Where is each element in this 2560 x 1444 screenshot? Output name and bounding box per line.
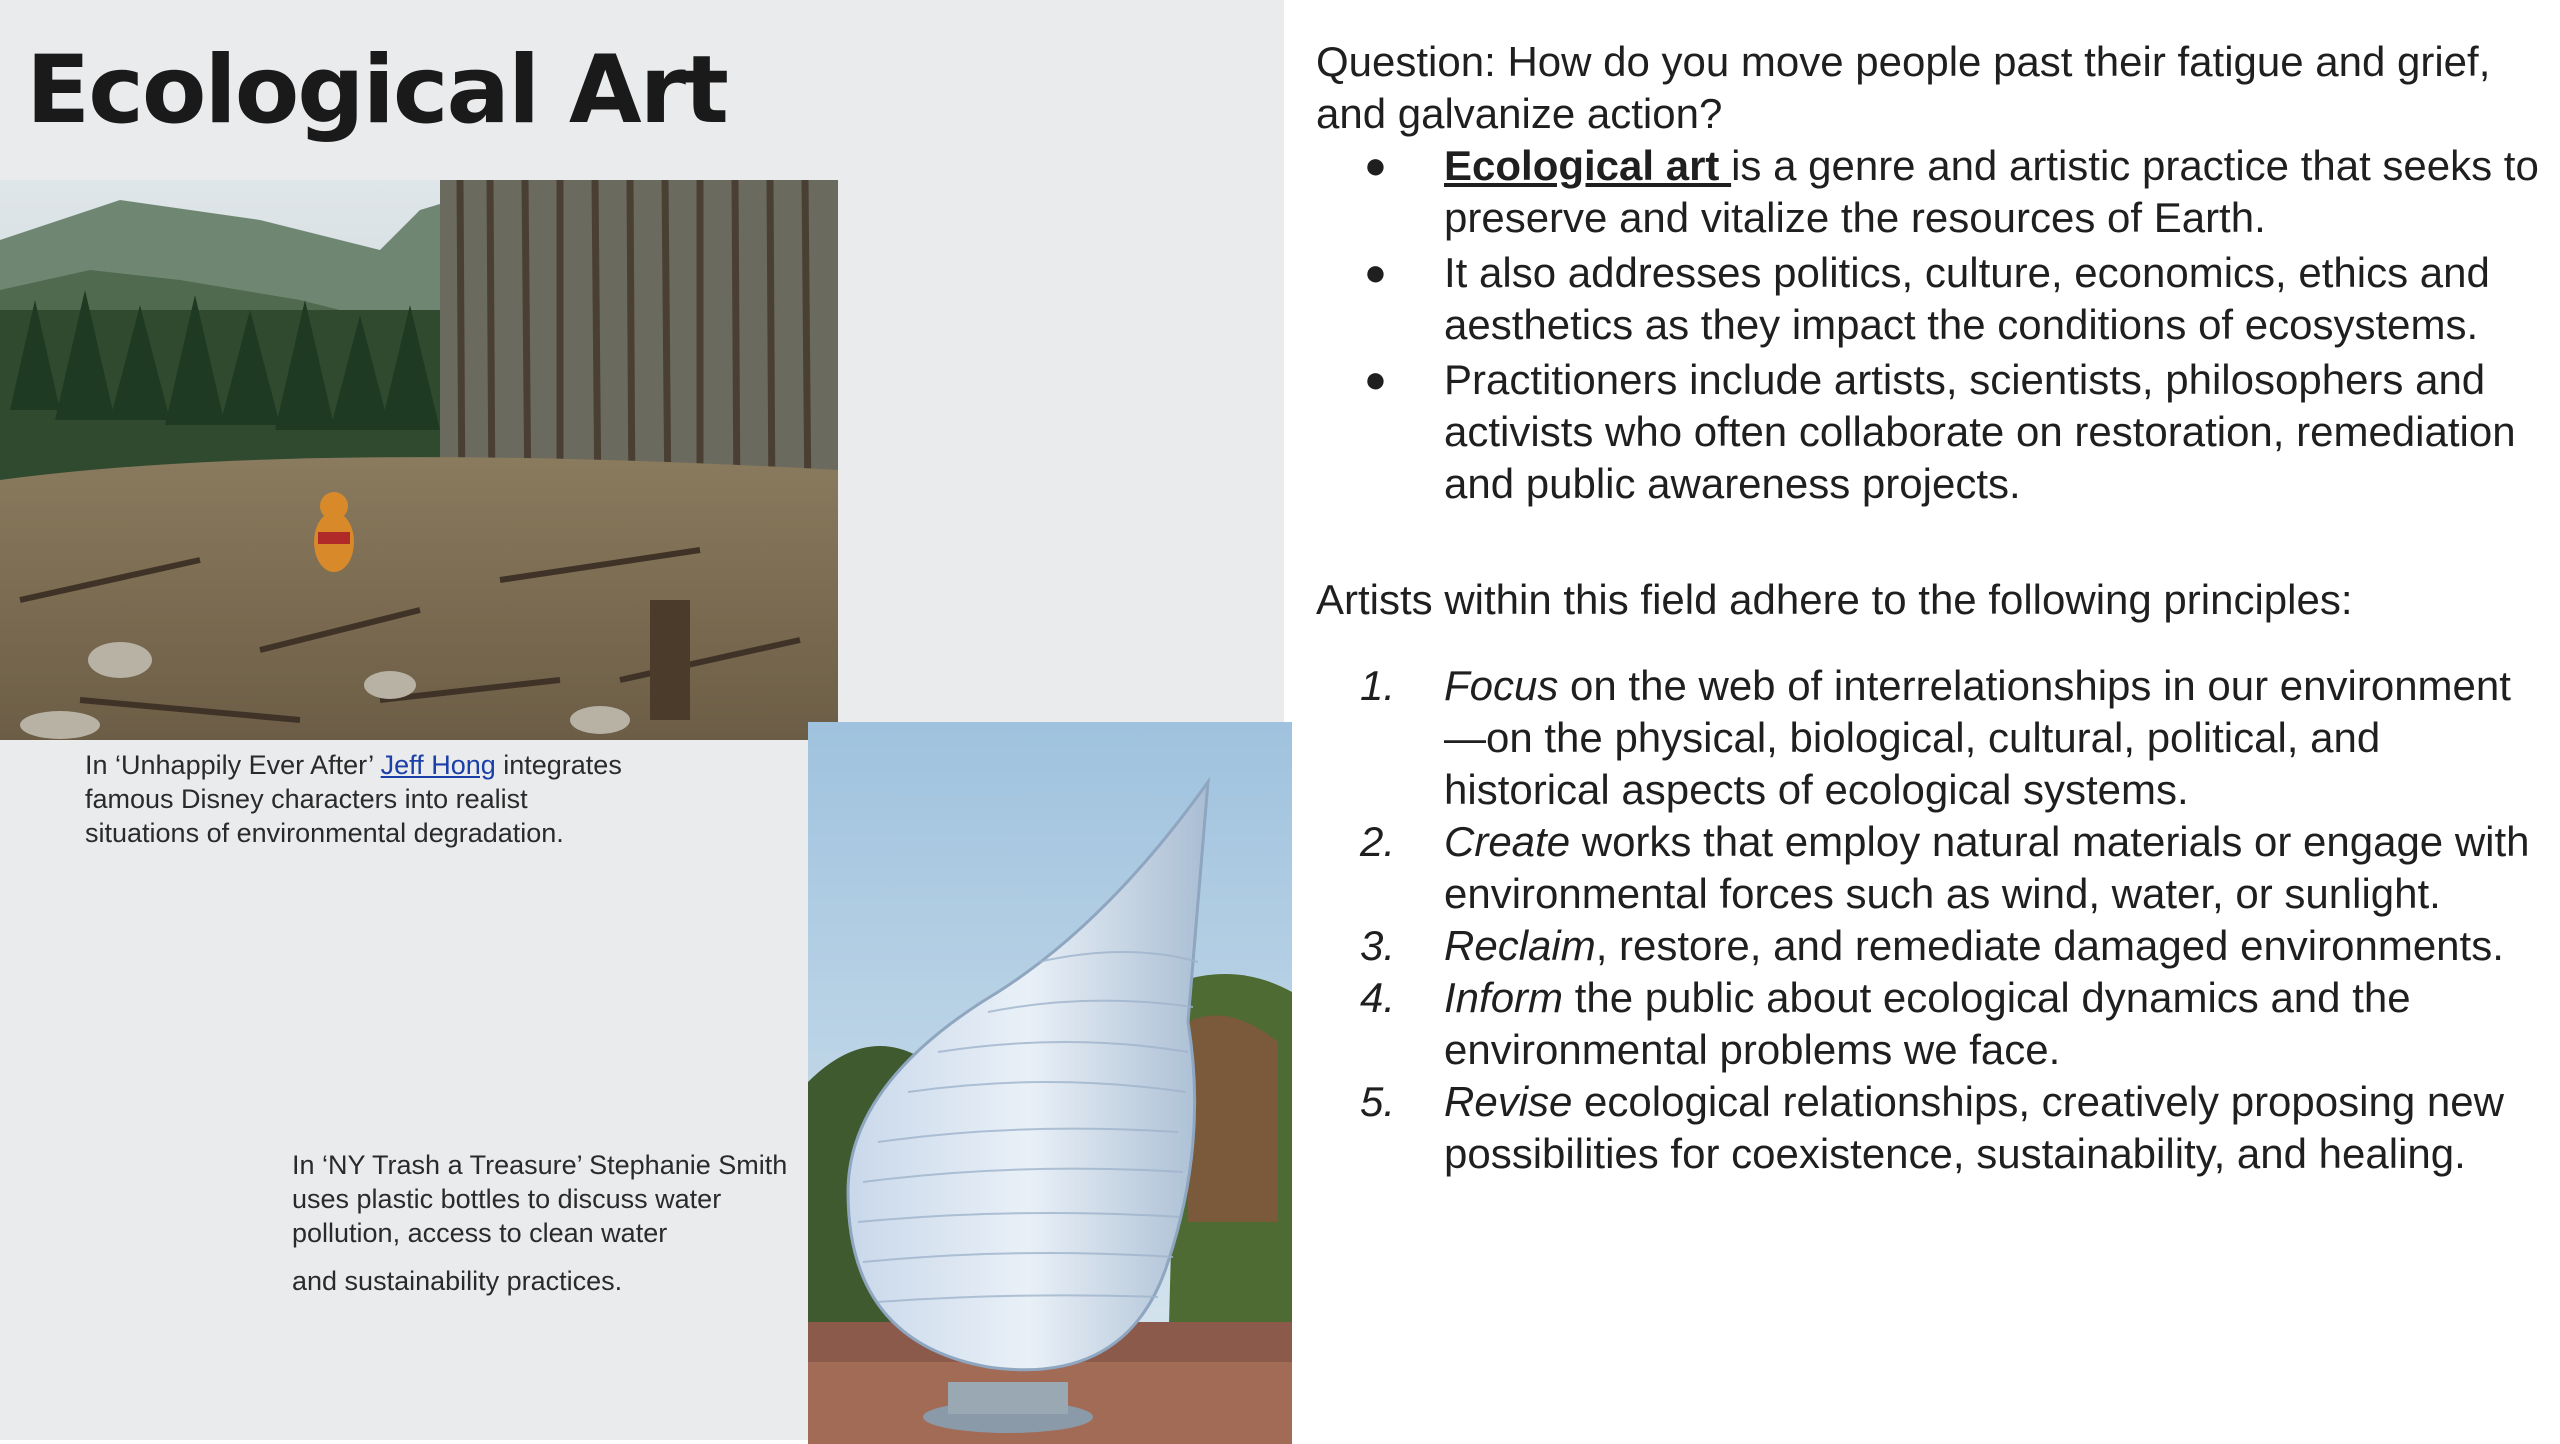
bullet-icon: ● bbox=[1364, 145, 1387, 187]
question-text: Question: How do you move people past their fatigue and grief, and galvanize action? bbox=[1316, 38, 2491, 137]
bullet-item bbox=[1316, 247, 2546, 351]
principle-text: , restore, and remediate damaged environments. bbox=[1595, 922, 2504, 969]
principle-item bbox=[1316, 660, 2546, 816]
principle-text: works that employ natural materials or engage with environmental forces such as wind, water, or sunlight. bbox=[1444, 818, 2530, 917]
principle-number: 3. bbox=[1360, 922, 1396, 969]
bottle-sculpture-photo bbox=[808, 722, 1292, 1444]
bullet-text: is a genre and artistic practice that seeks to preserve and vitalize the resources of Earth. bbox=[1444, 142, 2539, 241]
caption2-text-last: and sustainability practices. bbox=[292, 1266, 623, 1296]
jeff-hong-link[interactable]: Jeff Hong bbox=[380, 750, 496, 780]
caption1-text-end: integrates famous Disney characters into realist situations of environmental degradation. bbox=[85, 750, 622, 848]
bullet-icon: ● bbox=[1364, 252, 1387, 294]
caption1-text-start: In ‘Unhappily Ever After’ bbox=[85, 750, 381, 780]
principle-number: 1. bbox=[1360, 662, 1396, 709]
caption-ny-trash-a-treasure bbox=[292, 1148, 792, 1298]
principle-text: the public about ecological dynamics and the environmental problems we face. bbox=[1444, 974, 2411, 1073]
principle-lead: Reclaim bbox=[1444, 922, 1596, 969]
ecological-art-term: Ecological art bbox=[1444, 142, 1732, 189]
principle-lead: Focus bbox=[1444, 662, 1559, 709]
bullet-item bbox=[1316, 140, 2546, 244]
sculpture-illustration bbox=[808, 722, 1292, 1444]
principle-number: 5. bbox=[1360, 1078, 1396, 1125]
principle-text: ecological relationships, creatively proposing new possibilities for coexistence, sustainability, and healing. bbox=[1444, 1078, 2504, 1177]
forest-illustration bbox=[0, 180, 838, 740]
definition-bullet-list bbox=[1316, 140, 2546, 510]
principle-lead: Inform bbox=[1444, 974, 1564, 1021]
caption-unhappily-ever-after bbox=[85, 748, 645, 850]
bullet-icon: ● bbox=[1364, 359, 1387, 401]
bullet-text: Practitioners include artists, scientists, philosophers and activists who often collaborate on restoration, remediation and public awareness projects. bbox=[1444, 356, 2516, 507]
principle-number: 4. bbox=[1360, 974, 1396, 1021]
content-column bbox=[1316, 36, 2546, 1180]
principle-lead: Revise bbox=[1444, 1078, 1573, 1125]
slide-title: Ecological Art bbox=[26, 36, 727, 145]
principle-lead: Create bbox=[1444, 818, 1571, 865]
clearcut-forest-photo bbox=[0, 180, 838, 740]
bullet-text: It also addresses politics, culture, economics, ethics and aesthetics as they impact the conditions of ecosystems. bbox=[1444, 249, 2490, 348]
caption2-text: In ‘NY Trash a Treasure’ Stephanie Smith uses plastic bottles to discuss water pollution, access to clean water bbox=[292, 1150, 788, 1248]
principles-list bbox=[1316, 660, 2546, 1180]
principle-item bbox=[1316, 816, 2546, 920]
principle-item bbox=[1316, 920, 2546, 972]
principle-item bbox=[1316, 1076, 2546, 1180]
principle-item bbox=[1316, 972, 2546, 1076]
principle-number: 2. bbox=[1360, 818, 1396, 865]
principle-text: on the web of interrelationships in our environment—on the physical, biological, cultural, political, and historical aspects of ecological systems. bbox=[1444, 662, 2511, 813]
bullet-item bbox=[1316, 354, 2546, 510]
principles-intro: Artists within this field adhere to the following principles: bbox=[1316, 576, 2353, 623]
